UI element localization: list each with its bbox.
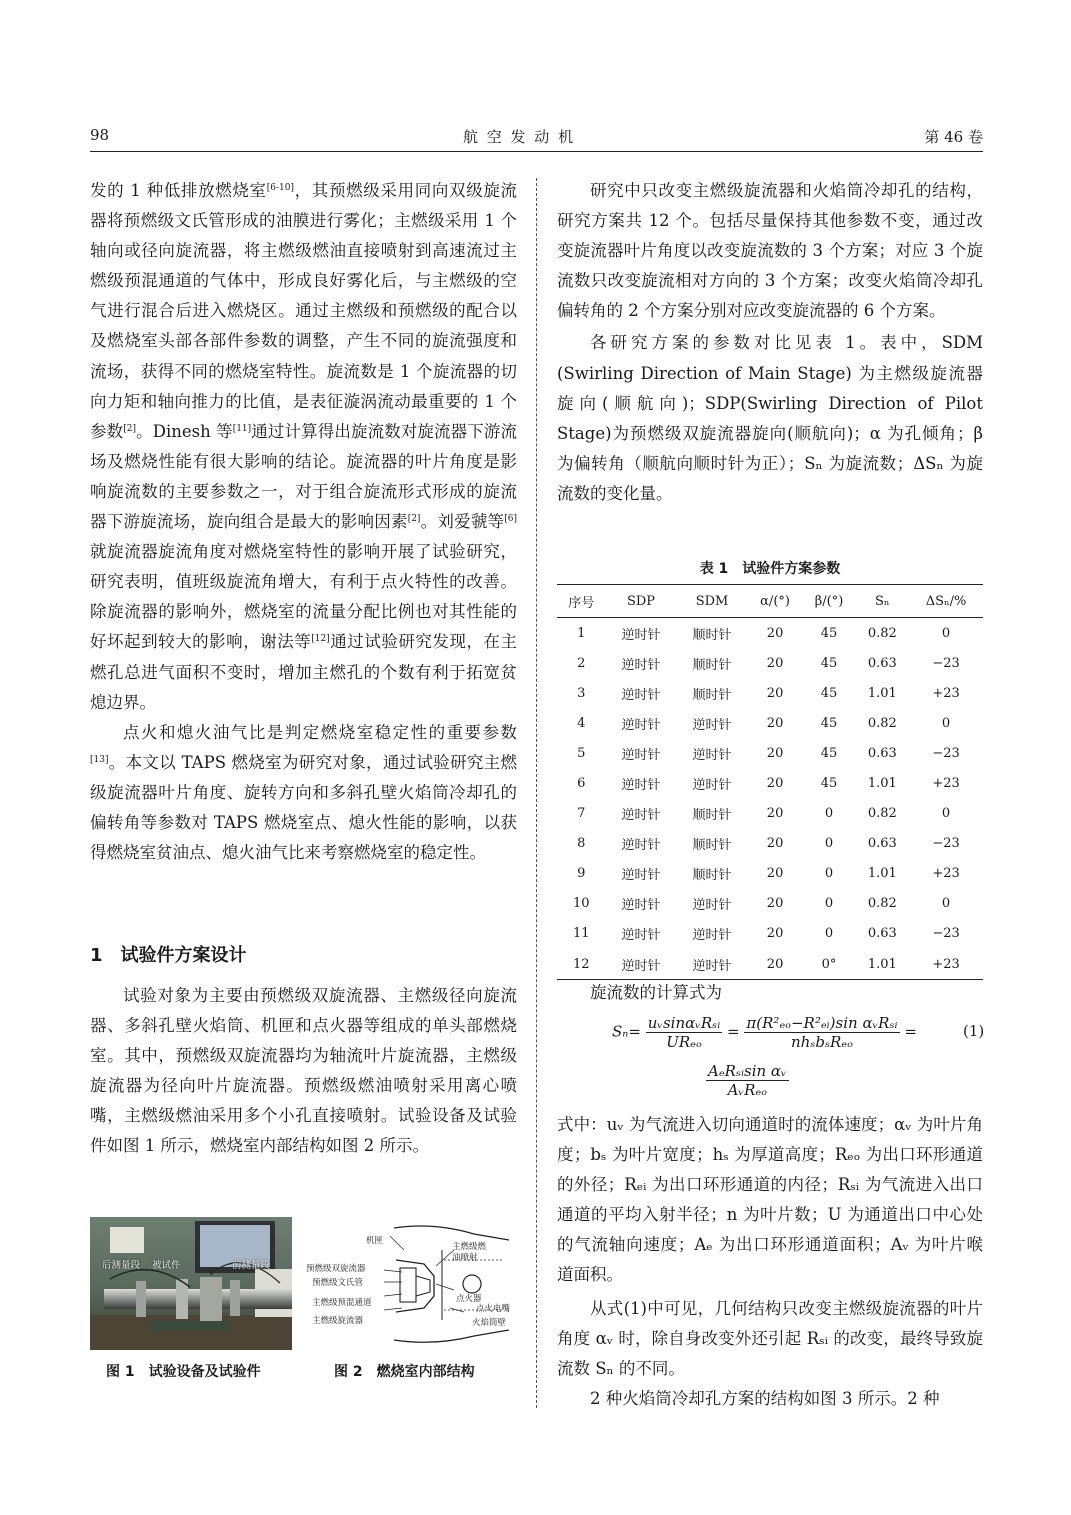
table-cell: 0 xyxy=(941,715,951,731)
table-cell: 45 xyxy=(820,745,838,761)
table-cell: 逆时针 xyxy=(692,898,732,914)
table-cell: 0 xyxy=(824,836,834,852)
table-cell: 4 xyxy=(577,715,586,731)
label-rear-section: 后测量段 xyxy=(102,1260,141,1271)
paragraph: 各研究方案的参数对比见表 1。表中，SDM (Swirling Direction of Main Stage) 为主燃级旋流器旋向(顺航向)；SDP(Swirling Direction of Pilot Stage)为预燃级双旋流器旋向(顺航向)；α 为孔倾角；β 为偏转角（顺航向顺时针为正）；Sₙ 为旋流数；ΔSₙ 为旋流数的变化量。 xyxy=(557,333,983,503)
label-main-swirler: 主燃级旋流器 xyxy=(312,1316,364,1326)
table-row xyxy=(557,738,983,768)
label-casing: 机匣 xyxy=(366,1236,384,1246)
table-cell: 45 xyxy=(820,625,838,641)
table-cell: +23 xyxy=(932,866,960,882)
fraction: $\frac{\text{AₑRₛᵢsin αᵥ}}{\text{AᵥRₑₒ}}$ xyxy=(708,1062,787,1099)
table-cell: 顺时针 xyxy=(692,657,732,673)
equation-number: (1) xyxy=(963,1022,985,1040)
table-cell: 逆时针 xyxy=(692,958,732,974)
right-column xyxy=(557,176,983,509)
table-cell: 0° xyxy=(821,956,837,972)
table-cell: 逆时针 xyxy=(621,898,661,914)
fraction: $\frac{\text{π(R²ₑₒ−R²ₑᵢ)sin αᵥRₛᵢ}}{\text{nhₛbₛRₑₒ}}$ xyxy=(746,1014,898,1051)
table-row xyxy=(557,618,983,649)
table-cell: +23 xyxy=(932,956,960,972)
table-cell: 逆时针 xyxy=(621,747,661,763)
table-cell: 逆时针 xyxy=(621,958,661,974)
equation-1-continued xyxy=(706,1062,789,1099)
table-cell: 0.82 xyxy=(867,715,897,731)
section-heading: 1 试验件方案设计 xyxy=(90,945,247,966)
figure-2-schematic xyxy=(304,1220,520,1350)
table-cell: 0 xyxy=(824,806,834,822)
table-cell: 逆时针 xyxy=(621,657,661,673)
table-cell: 1.01 xyxy=(867,866,897,882)
table-row xyxy=(557,648,983,678)
table-cell: 逆时针 xyxy=(621,717,661,733)
table-cell: 2 xyxy=(577,655,586,671)
figure-1-caption: 图 1 试验设备及试验件 xyxy=(106,1364,261,1380)
table-cell: 45 xyxy=(820,685,838,701)
table-cell: 0.63 xyxy=(867,745,897,761)
table-header-cell: SDM xyxy=(695,593,729,609)
citation: [11] xyxy=(232,423,252,434)
table-cell: 20 xyxy=(766,745,784,761)
table-row xyxy=(557,859,983,889)
table-cell: 20 xyxy=(766,926,784,942)
table-cell: 逆时针 xyxy=(692,928,732,944)
left-column xyxy=(90,176,517,868)
label-main-premix: 主燃级预混通道 xyxy=(312,1298,372,1308)
table-cell: 0.82 xyxy=(867,625,897,641)
table-row xyxy=(557,678,983,708)
table-cell: 逆时针 xyxy=(621,687,661,703)
equation-1: Sₙ= $\frac{\text{uᵥsinαᵥRₛᵢ}}{\text{URₑₒ}}$ = $\frac{\text{π(R²ₑₒ−R²ₑᵢ)sin αᵥRₛᵢ}}{\text{nhₛbₛRₑₒ}}$ = xyxy=(612,1014,917,1051)
table-cell: 11 xyxy=(572,926,590,942)
table-cell: 20 xyxy=(766,956,784,972)
table-cell: 顺时针 xyxy=(692,838,732,854)
table-cell: 0.63 xyxy=(867,836,897,852)
table-cell: 20 xyxy=(766,685,784,701)
table-cell: 逆时针 xyxy=(692,778,732,794)
figure-1-photo xyxy=(90,1217,292,1350)
label-pilot-venturi: 预燃级文氏管 xyxy=(312,1278,364,1288)
label-pilot-swirler: 预燃级双旋流器 xyxy=(306,1264,366,1274)
paragraph: 2 种火焰筒冷却孔方案的结构如图 3 所示。2 种 xyxy=(590,1388,940,1408)
table-cell: 逆时针 xyxy=(621,808,661,824)
table-cell: −23 xyxy=(932,926,960,942)
table-cell: 20 xyxy=(766,625,784,641)
right-column-lower xyxy=(557,1110,983,1414)
table-cell: +23 xyxy=(932,685,960,701)
table-cell: 20 xyxy=(766,866,784,882)
label-test-piece: 被试件 xyxy=(152,1260,181,1271)
table-cell: 顺时针 xyxy=(692,808,732,824)
table-cell: 5 xyxy=(577,745,586,761)
header-rule xyxy=(90,151,983,152)
table-row xyxy=(557,889,983,919)
table-cell: 45 xyxy=(820,655,838,671)
figure-2-caption: 图 2 燃烧室内部结构 xyxy=(334,1364,475,1380)
table-cell: 0 xyxy=(824,866,834,882)
table-cell: 逆时针 xyxy=(621,868,661,884)
test-rig-photo xyxy=(90,1217,292,1350)
table-cell: 1.01 xyxy=(867,956,897,972)
table-cell: 0 xyxy=(824,896,834,912)
table-cell: 0 xyxy=(824,926,834,942)
table-caption: 表 1 试验件方案参数 xyxy=(699,561,841,577)
table-cell: 顺时针 xyxy=(692,687,732,703)
table-row xyxy=(557,919,983,949)
table-body xyxy=(557,618,983,980)
table-cell: 0 xyxy=(941,806,951,822)
table-cell: 0 xyxy=(941,625,951,641)
volume-label: 第 46 卷 xyxy=(924,128,983,146)
table-cell: 12 xyxy=(572,956,590,972)
citation: [12] xyxy=(311,634,330,645)
citation: [2] xyxy=(123,423,136,434)
table-cell: 7 xyxy=(577,806,586,822)
table-cell: 9 xyxy=(577,866,586,882)
paragraph: 从式(1)中可见，几何结构只改变主燃级旋流器的叶片角度 αᵥ 时，除自身改变外还引起 Rₛᵢ 的改变，最终导致旋流数 Sₙ 的不同。 xyxy=(557,1298,983,1378)
table-header-cell: Sₙ xyxy=(875,593,890,609)
table-row xyxy=(557,949,983,980)
table-cell: 逆时针 xyxy=(621,838,661,854)
table-cell: 0.63 xyxy=(867,926,897,942)
label-front-section: 前测量段 xyxy=(232,1260,271,1271)
table-cell: 0.63 xyxy=(867,655,897,671)
table-cell: 0 xyxy=(941,896,951,912)
page-number: 98 xyxy=(90,126,110,144)
table-cell: 20 xyxy=(766,655,784,671)
table-header-cell: ΔSₙ/% xyxy=(925,593,967,609)
paragraph: 试验对象为主要由预燃级双旋流器、主燃级径向旋流器、多斜孔壁火焰筒、机匣和点火器等组成的单头部燃烧室。其中，预燃级双旋流器均为轴流叶片旋流器，主燃级旋流器为径向叶片旋流器。预燃级燃油喷射采用离心喷嘴，主燃级燃油采用多个小孔直接喷射。试验设备及试验件如图 1 所示，燃烧室内部结构如图 2 所示。 xyxy=(90,986,517,1156)
table-header-cell: β/(°) xyxy=(814,593,844,609)
table-cell: 20 xyxy=(766,715,784,731)
table-header-row xyxy=(557,585,983,618)
table-cell: 8 xyxy=(577,836,586,852)
journal-title: 航 空 发 动 机 xyxy=(463,128,576,146)
paragraph: 发的 1 种低排放燃烧室[6-10]，其预燃级采用同向双级旋流器将预燃级文氏管形成的油膜进行雾化；主燃级采用 1 个轴向或径向旋流器，将主燃级燃油直接喷射到高速流过主燃级预混通道的气体中，形成良好雾化后，与主燃级的空气进行混合后进入燃烧区。通过主燃级和预燃级的配合以及燃烧室头部各部件参数的调整，产生不同的旋流强度和流场，获得不同的燃烧室特性。旋流数是 1 个旋流器的切向力矩和轴向推力的比值，是表征漩涡流动最重要的 1 个参数[2]。Dinesh 等[11]通过计算得出旋流数对旋流器下游流场及燃烧性能有很大影响的结论。旋流器的叶片角度是影响旋流数的主要参数之一，对于组合旋流形式形成的旋流器下游旋流场，旋向组合是最大的影响因素[2]。刘爱虢等[6]就旋流器旋流角度对燃烧室特性的影响开展了试验研究，研究表明，值班级旋流角增大，有利于点火特性的改善。除旋流器的影响外，燃烧室的流量分配比例也对其性能的好坏起到较大的影响，谢法等[12]通过试验研究发现，在主燃孔总进气面积不变时，增加主燃孔的个数有利于拓宽贫熄边界。 xyxy=(90,181,518,712)
citation: [13] xyxy=(90,754,109,765)
table-header-cell: α/(°) xyxy=(760,593,790,609)
citation: [6-10] xyxy=(266,183,294,193)
table-cell: 逆时针 xyxy=(621,627,661,643)
table-cell: 1 xyxy=(577,625,586,641)
parameter-table xyxy=(557,584,983,980)
paragraph: 点火和熄火油气比是判定燃烧室稳定性的重要参数[13]。本文以 TAPS 燃烧室为研究对象，通过试验研究主燃级旋流器叶片角度、旋转方向和多斜孔壁火焰筒冷却孔的偏转角等参数对 TAPS 燃烧室点、熄火性能的影响，以获得燃烧室贫油点、熄火油气比来考察燃烧室的稳定性。 xyxy=(90,722,517,863)
citation: [2] xyxy=(407,514,421,525)
table-cell: 20 xyxy=(766,806,784,822)
table-cell: 顺时针 xyxy=(692,868,732,884)
table-cell: 45 xyxy=(820,715,838,731)
table-cell: 20 xyxy=(766,836,784,852)
table-header-cell: SDP xyxy=(626,593,656,609)
table-cell: 0.82 xyxy=(867,896,897,912)
paragraph: 式中：uᵥ 为气流进入切向通道时的流体速度；αᵥ 为叶片角度；bₛ 为叶片宽度；hₛ 为厚道高度；Rₑₒ 为出口环形通道的外径；Rₑᵢ 为出口环形通道的内径；Rₛᵢ 为气流进入出口通道的平均入射半径；n 为叶片数；U 为通道出口中心处的气流轴向速度；Aₑ 为出口环形通道面积；Aᵥ 为叶片喉道面积。 xyxy=(557,1115,983,1285)
table-cell: 逆时针 xyxy=(621,928,661,944)
table-cell: 10 xyxy=(572,896,590,912)
table-cell: 0.82 xyxy=(867,806,897,822)
table-cell: 1.01 xyxy=(867,685,897,701)
table-header-cell: 序号 xyxy=(568,595,595,611)
table-cell: −23 xyxy=(932,745,960,761)
label-igniter: 点火器 xyxy=(456,1294,482,1304)
table-cell: 45 xyxy=(820,776,838,792)
table-row xyxy=(557,708,983,738)
label-liner-wall: 火焰筒壁 xyxy=(472,1318,507,1328)
table-cell: −23 xyxy=(932,655,960,671)
table-cell: 逆时针 xyxy=(692,747,732,763)
label-spark-plug: 点火电嘴 xyxy=(476,1304,511,1314)
equation-intro: 旋流数的计算式为 xyxy=(590,983,722,1002)
paragraph: 研究中只改变主燃级旋流器和火焰筒冷却孔的结构，研究方案共 12 个。包括尽量保持其他参数不变，通过改变旋流器叶片角度以改变旋流数的 3 个方案；对应 3 个旋流数只改变旋流相对方向的 3 个方案；改变火焰筒冷却孔偏转角的 2 个方案分别对应改变旋流器的 6 个方案。 xyxy=(557,181,983,321)
fraction: $\frac{\text{uᵥsinαᵥRₛᵢ}}{\text{URₑₒ}}$ xyxy=(647,1014,721,1051)
table-cell: 3 xyxy=(577,685,586,701)
table-cell: 逆时针 xyxy=(621,778,661,794)
table-cell: +23 xyxy=(932,776,960,792)
citation: [6] xyxy=(504,514,518,525)
table-cell: −23 xyxy=(932,836,960,852)
table-cell: 20 xyxy=(766,896,784,912)
table-cell: 顺时针 xyxy=(692,627,732,643)
label-main-injection: 主燃级燃油喷射 xyxy=(452,1242,487,1263)
table-cell: 6 xyxy=(577,776,586,792)
table-row xyxy=(557,799,983,829)
table-row xyxy=(557,829,983,859)
left-column-lower xyxy=(90,981,517,1162)
table-cell: 逆时针 xyxy=(692,717,732,733)
table-cell: 20 xyxy=(766,776,784,792)
table-cell: 1.01 xyxy=(867,776,897,792)
column-divider xyxy=(536,178,537,1408)
table-row xyxy=(557,768,983,798)
